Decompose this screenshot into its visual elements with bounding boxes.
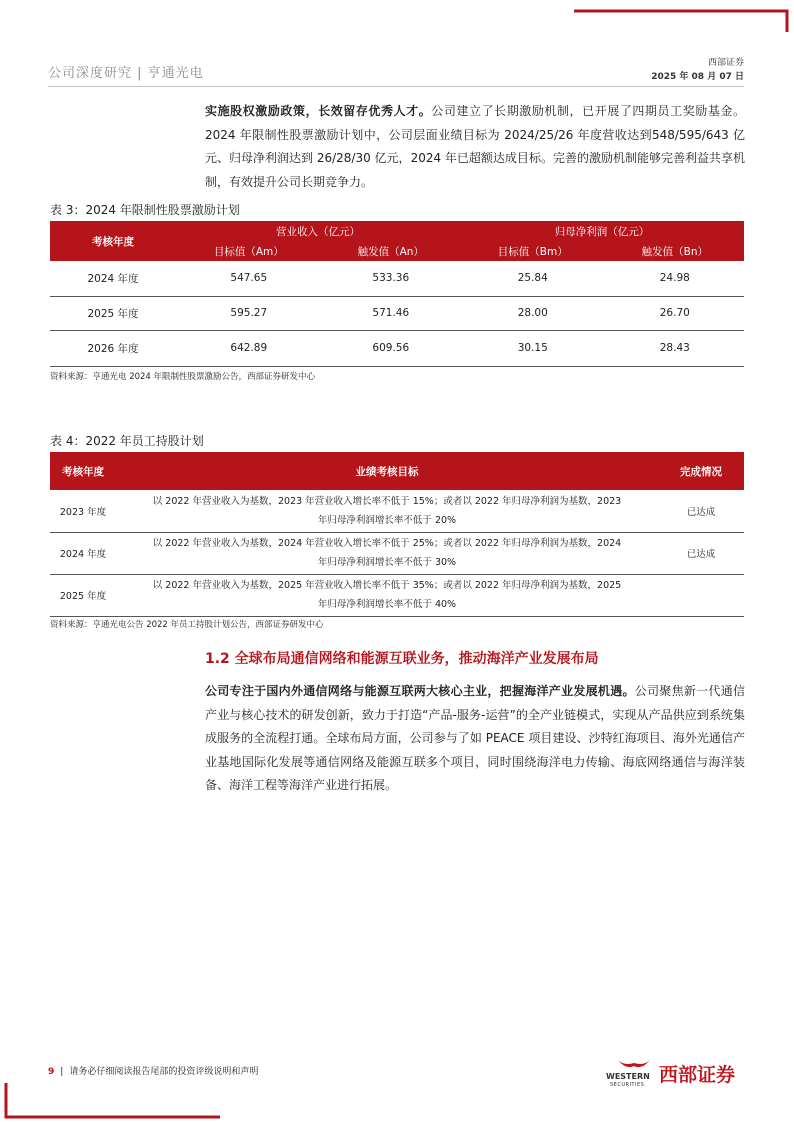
header-firm: 西部证券 [707,58,744,68]
cell-target-line2: 年归母净利润增长率不低于 30% [317,557,457,568]
table4-caption: 表 4：2022 年员工持股计划 [50,434,204,448]
cell-target-line2: 年归母净利润增长率不低于 40% [317,599,457,610]
cell-status [658,574,744,616]
cell-year: 2025 年度 [50,574,116,616]
table4-header-year: 考核年度 [50,452,116,490]
cell-bn: 26.70 [606,296,744,330]
cell-bm: 25.84 [460,261,606,296]
table3-sub-bn: 触发值（Bn） [606,241,744,261]
cell-target-line1: 以 2022 年营业收入为基数，2025 年营业收入增长率不低于 35%；或者以 2022 年归母净利润为基数，2025 [152,580,622,591]
header-report-type: 公司深度研究 | 亨通光电 [48,66,204,81]
logo-en2: SECURITIES [610,1082,645,1088]
section-paragraph [205,680,745,798]
cell-an: 609.56 [322,330,460,366]
cell-target [116,532,658,574]
table-row [50,296,744,330]
section-text: 公司聚焦新一代通信产业与核心技术的研发创新，致力于打造“产品-服务-运营”的全产业链模式，实现从产品供应到系统集成服务的全流程打通。全球布局方面，公司参与了如 PEACE 项目建设、沙特红海项目、海外光通信产业基地国际化发展等通信网络及能源互联多个项目，同时围绕海洋电力传输、海底网络通信与海洋装备、海洋工程等海洋产业进行拓展。 [205,684,745,792]
cell-am: 547.65 [176,261,322,296]
table3-header-year: 考核年度 [50,221,176,261]
table-row [50,261,744,296]
logo-en: WESTERN [606,1072,650,1081]
footer-disclaimer: 请务必仔细阅读报告尾部的投资评级说明和声明 [69,1067,259,1077]
cell-am: 642.89 [176,330,322,366]
table3-sub-am: 目标值（Am） [176,241,322,261]
table3-sub-an: 触发值（An） [322,241,460,261]
table4-source: 资料来源：亨通光电公告 2022 年员工持股计划公告，西部证券研发中心 [50,620,324,630]
intro-bold: 实施股权激励政策，长效留存优秀人才。 [205,104,432,118]
corner-frame-top-right [574,0,794,32]
table3-header-revenue: 营业收入（亿元） [176,221,460,241]
cell-bn: 28.43 [606,330,744,366]
cell-target-line1: 以 2022 年营业收入为基数，2024 年营业收入增长率不低于 25%；或者以 2022 年归母净利润为基数，2024 [152,538,622,549]
cell-year: 2026 年度 [50,330,176,366]
header-divider [48,86,744,87]
table4 [50,452,744,617]
logo-cn: 西部证券 [659,1064,736,1086]
brand-logo [606,1058,746,1092]
table4-header-target: 业绩考核目标 [116,452,658,490]
ox-horns-icon [616,1058,652,1072]
table3-source: 资料来源：亨通光电 2024 年限制性股票激励公告，西部证券研发中心 [50,372,316,382]
footer: 9 | 请务必仔细阅读报告尾部的投资评级说明和声明 [48,1067,259,1077]
cell-an: 533.36 [322,261,460,296]
cell-bm: 30.15 [460,330,606,366]
intro-text: 公司建立了长期激励机制，已开展了四期员工奖励基金。2024 年限制性股票激励计划中，公司层面业绩目标为 2024/25/26 年度营收达到548/595/643 亿元、归母净利润达到 26/28/30 亿元，2024 年已超额达成目标。完善的激励机制能够完善利益共享机制，有效提升公司长期竞争力。 [205,104,745,189]
cell-target [116,490,658,532]
table-row [50,490,744,532]
table3-header-profit: 归母净利润（亿元） [460,221,744,241]
table-row [50,330,744,366]
table3 [50,221,744,367]
cell-year: 2024 年度 [50,532,116,574]
table3-sub-bm: 目标值（Bm） [460,241,606,261]
cell-status: 已达成 [658,532,744,574]
cell-bn: 24.98 [606,261,744,296]
cell-bm: 28.00 [460,296,606,330]
table-row [50,574,744,616]
cell-status: 已达成 [658,490,744,532]
cell-target [116,574,658,616]
cell-year: 2023 年度 [50,490,116,532]
cell-target-line1: 以 2022 年营业收入为基数，2023 年营业收入增长率不低于 15%；或者以 2022 年归母净利润为基数，2023 [152,495,622,507]
header-info [651,56,744,84]
page-number: 9 [48,1067,55,1077]
table4-header-status: 完成情况 [658,452,744,490]
table3-caption: 表 3：2024 年限制性股票激励计划 [50,203,240,217]
cell-year: 2025 年度 [50,296,176,330]
cell-target-line2: 年归母净利润增长率不低于 20% [317,514,457,526]
section-title: 1.2 全球布局通信网络和能源互联业务，推动海洋产业发展布局 [205,651,599,667]
cell-am: 595.27 [176,296,322,330]
cell-year: 2024 年度 [50,261,176,296]
header-date: 2025 年 08 月 07 日 [651,72,744,82]
cell-an: 571.46 [322,296,460,330]
table-row [50,532,744,574]
corner-frame-bottom-left [0,1083,220,1123]
intro-paragraph [205,100,745,194]
section-bold: 公司专注于国内外通信网络与能源互联两大核心主业，把握海洋产业发展机遇。 [205,684,635,698]
